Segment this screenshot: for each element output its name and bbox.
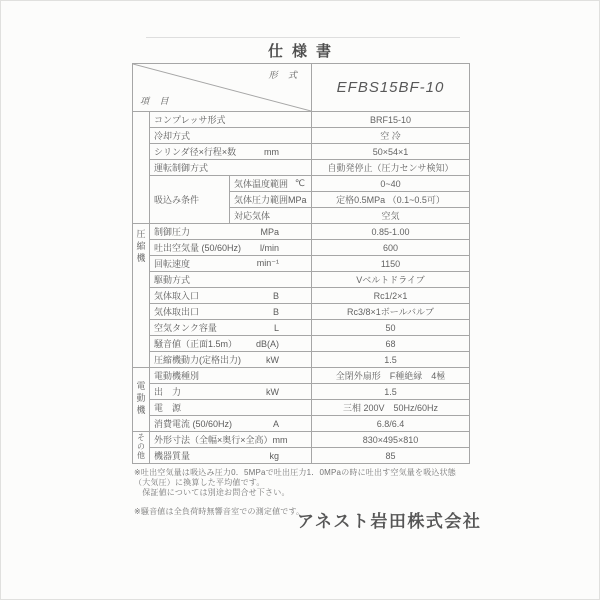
row-value: 全閉外扇形 F種絶縁 4極	[312, 368, 470, 384]
table-row	[133, 288, 470, 304]
row-label-cell	[150, 384, 312, 400]
row-unit: B	[273, 290, 280, 301]
row-label: 機器質量	[154, 451, 191, 461]
row-label-cell	[150, 128, 312, 144]
row-value: 1150	[312, 256, 470, 272]
row-value: 600	[312, 240, 470, 256]
spec-table	[132, 63, 470, 464]
row-label-cell	[150, 320, 312, 336]
row-unit: L	[274, 322, 280, 333]
table-row	[133, 240, 470, 256]
row-label: 電 源	[154, 403, 182, 413]
table-row	[133, 128, 470, 144]
row-label-cell	[150, 352, 312, 368]
row-value: 0.85-1.00	[312, 224, 470, 240]
table-row	[133, 448, 470, 464]
row-value: 50×54×1	[312, 144, 470, 160]
row-label-cell	[150, 224, 312, 240]
row-unit: B	[273, 306, 280, 317]
header-row	[133, 64, 470, 112]
group-cell-motor: 電動機	[133, 368, 150, 432]
row-label-cell	[150, 416, 312, 432]
row-label: 空気タンク容量	[154, 323, 217, 333]
footnote-line: 保証値については別途お問合せ下さい。	[134, 488, 290, 497]
group-cell-blank	[133, 112, 150, 224]
group-cell-compressor: 圧縮機	[133, 224, 150, 368]
row-label: 気体圧力範囲	[234, 195, 289, 205]
page-top-rule	[146, 37, 460, 38]
row-label-cell	[150, 400, 312, 416]
row-value: 85	[312, 448, 470, 464]
suction-group-label: 吸込み条件	[150, 176, 230, 224]
row-unit: MPa	[260, 226, 280, 237]
table-row	[133, 400, 470, 416]
table-row	[133, 176, 470, 192]
row-label-cell	[150, 240, 312, 256]
page-title-text: 仕様書	[256, 40, 346, 64]
row-label: 回転速度	[154, 259, 191, 269]
table-row	[133, 160, 470, 176]
table-row	[133, 304, 470, 320]
row-value: 1.5	[312, 384, 470, 400]
table-row	[133, 320, 470, 336]
row-label-cell	[150, 448, 312, 464]
row-value: 三相 200V 50Hz/60Hz	[312, 400, 470, 416]
row-unit: A	[273, 418, 280, 429]
row-label: 運転制御方式	[154, 163, 209, 173]
row-label: 気体温度範囲	[234, 179, 289, 189]
row-label-cell	[150, 288, 312, 304]
table-row	[133, 432, 470, 448]
group-cell-other: その他	[133, 432, 150, 464]
row-value: 空 冷	[312, 128, 470, 144]
header-diagonal-cell	[133, 64, 312, 112]
row-label-cell	[150, 336, 312, 352]
table-row	[133, 224, 470, 240]
row-unit: ℃	[294, 178, 306, 188]
row-value: 830×495×810	[312, 432, 470, 448]
row-label: 冷却方式	[154, 131, 191, 141]
row-sublabel-cell	[230, 208, 312, 224]
row-value: 68	[312, 336, 470, 352]
row-unit: kW	[266, 386, 280, 397]
row-sublabel-cell	[230, 176, 312, 192]
table-row	[133, 416, 470, 432]
header-model-label: 形 式	[268, 70, 302, 80]
row-label: 騒音値（正面1.5m）	[154, 339, 238, 349]
table-row	[133, 384, 470, 400]
row-label: 気体取出口	[154, 307, 200, 317]
row-label: 電動機種別	[154, 371, 200, 381]
row-label-cell	[150, 160, 312, 176]
row-value: 6.8/6.4	[312, 416, 470, 432]
spec-table-wrap	[132, 63, 470, 464]
footnote-line: （大気圧）に換算した平均値です。	[134, 478, 265, 487]
table-row	[133, 112, 470, 128]
row-label-cell	[150, 272, 312, 288]
row-unit: mm	[264, 146, 280, 157]
table-row	[133, 144, 470, 160]
row-value: 自動発停止（圧力センサ検知）	[312, 160, 470, 176]
table-row	[133, 352, 470, 368]
row-label: 対応気体	[234, 211, 271, 221]
row-label: シリンダ径×行程×数	[154, 147, 237, 157]
table-row	[133, 336, 470, 352]
row-label: コンプレッサ形式	[154, 115, 226, 125]
row-label: 吐出空気量 (50/60Hz)	[154, 243, 242, 253]
row-unit: kW	[266, 354, 280, 365]
row-unit: MPa	[288, 194, 307, 205]
row-label: 外形寸法（全幅×奥行×全高）	[154, 435, 273, 445]
model-value: EFBS15BF-10	[312, 64, 470, 112]
row-label-cell	[150, 144, 312, 160]
row-value: 1.5	[312, 352, 470, 368]
table-row	[133, 272, 470, 288]
row-label-cell	[150, 304, 312, 320]
row-value: BRF15-10	[312, 112, 470, 128]
row-unit: mm	[272, 434, 288, 445]
row-label: 出 力	[154, 387, 182, 397]
footnote-line: ※騒音値は全負荷時無響音室での測定値です。	[134, 507, 305, 516]
row-value: Vベルトドライブ	[312, 272, 470, 288]
row-label-cell	[150, 112, 312, 128]
row-label: 制御圧力	[154, 227, 191, 237]
table-row	[133, 368, 470, 384]
row-value: 0~40	[312, 176, 470, 192]
row-label: 気体取入口	[154, 291, 200, 301]
company-name: アネスト岩田株式会社	[297, 512, 482, 531]
row-value: 空気	[312, 208, 470, 224]
page-title	[1, 40, 600, 64]
row-label: 消費電流 (50/60Hz)	[154, 419, 233, 429]
row-value: 50	[312, 320, 470, 336]
row-label-cell	[150, 256, 312, 272]
row-unit: min⁻¹	[256, 258, 280, 268]
row-label: 駆動方式	[154, 275, 191, 285]
row-value: Rc3/8×1ボールバルブ	[312, 304, 470, 320]
row-value: 定格0.5MPa （0.1~0.5可）	[312, 192, 470, 208]
row-unit: kg	[269, 450, 280, 461]
header-item-label: 項 目	[140, 96, 173, 106]
row-label: 圧縮機動力(定格出力)	[154, 355, 241, 365]
row-value: Rc1/2×1	[312, 288, 470, 304]
row-unit: dB(A)	[256, 338, 280, 349]
table-row	[133, 256, 470, 272]
row-label-cell	[150, 432, 312, 448]
footnote-line: ※吐出空気量は吸込み圧力0．5MPaで吐出圧力1．0MPaの時に吐出す空気量を吸込状態	[134, 468, 456, 477]
row-sublabel-cell	[230, 192, 312, 208]
row-unit: l/min	[260, 242, 280, 253]
row-label-cell	[150, 368, 312, 384]
